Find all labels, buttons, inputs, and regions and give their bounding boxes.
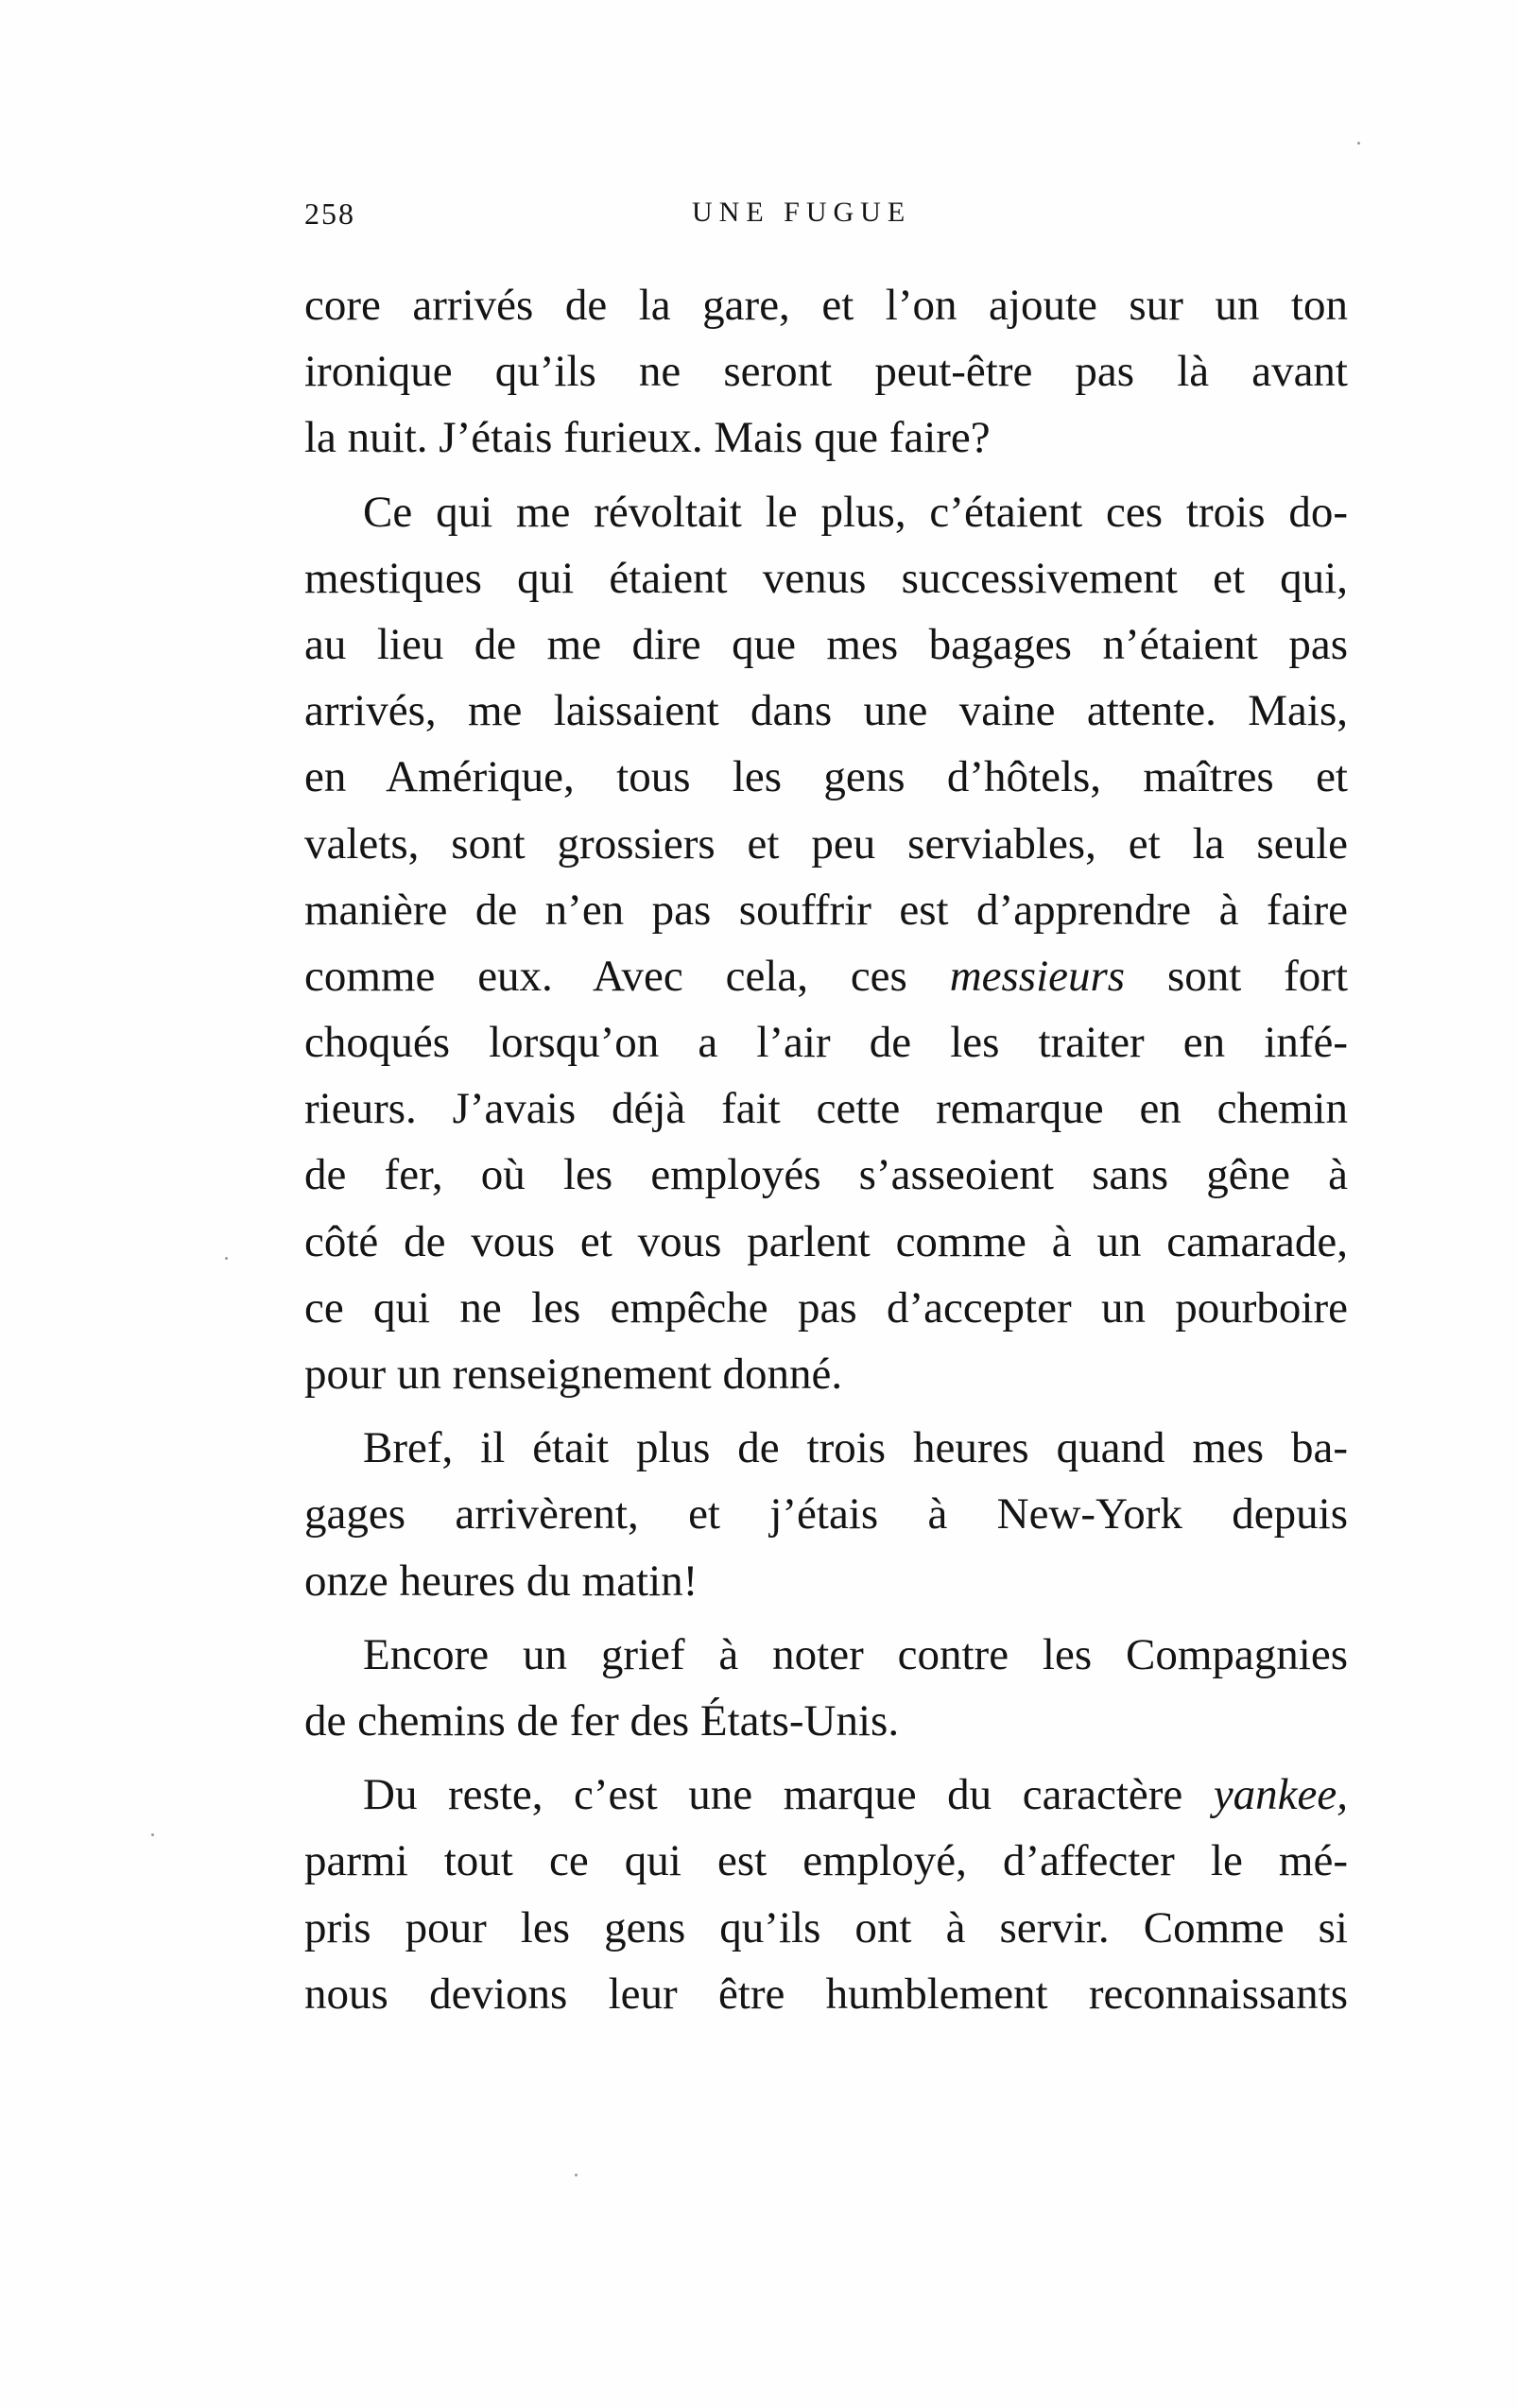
- text-line: parmi tout ce qui est employé, d’affecter le mé-: [304, 1836, 1348, 1886]
- text-line: pour un renseignement donné.: [304, 1350, 843, 1399]
- text-line: en Amérique, tous les gens d’hôtels, maîtres et: [304, 752, 1348, 802]
- italic-word: messieurs: [949, 951, 1126, 1001]
- text-line: manière de n’en pas souffrir est d’apprendre à faire: [304, 885, 1348, 935]
- text-line: ironique qu’ils ne seront peut-être pas là avant: [304, 347, 1348, 397]
- text-line-with-italic: [304, 1762, 1348, 1828]
- text-line: pris pour les gens qu’ils ont à servir. Comme si: [304, 1902, 1348, 1952]
- scan-speck: [1357, 142, 1360, 145]
- text-line: côté de vous et vous parlent comme à un camarade,: [304, 1216, 1348, 1266]
- text-segment: comme eux. Avec cela, ces: [304, 951, 907, 1001]
- text-line: Ce qui me révoltait le plus, c’étaient ces trois do-: [363, 487, 1348, 537]
- text-line: core arrivés de la gare, et l’on ajoute sur un ton: [304, 281, 1348, 330]
- text-segment: Du reste, c’est une marque du caractère: [363, 1770, 1183, 1820]
- text-line: Encore un grief à noter contre les Compagnies: [363, 1629, 1348, 1679]
- paragraph: [304, 1415, 1348, 1614]
- text-line: de chemins de fer des États-Unis.: [304, 1695, 900, 1746]
- text-line-with-italic: [304, 943, 1348, 1009]
- text-line: ce qui ne les empêche pas d’accepter un pourboire: [304, 1282, 1348, 1333]
- paragraph: [304, 479, 1348, 1408]
- paragraph-continuation: [304, 272, 1348, 472]
- text-line: gages arrivèrent, et j’étais à New-York depuis: [304, 1489, 1348, 1539]
- text-line: arrivés, me laissaient dans une vaine attente. Mais,: [304, 686, 1348, 736]
- scan-speck: [575, 2174, 578, 2176]
- page-header: [304, 189, 1344, 246]
- page-number: 258: [304, 197, 355, 231]
- paragraph: [304, 1762, 1348, 2027]
- text-line: Bref, il était plus de trois heures quand mes ba-: [363, 1423, 1348, 1473]
- text-line: mestiques qui étaient venus successivement et qui,: [304, 553, 1348, 603]
- text-line: rieurs. J’avais déjà fait cette remarque en chemin: [304, 1084, 1348, 1134]
- paragraph: [304, 1622, 1348, 1754]
- text-line: la nuit. J’étais furieux. Mais que faire?: [304, 413, 991, 463]
- body-text: [304, 272, 1348, 2027]
- text-line: de fer, où les employés s’asseoient sans gêne à: [304, 1150, 1348, 1200]
- text-line: nous devions leur être humblement reconnaissants: [304, 1969, 1348, 2019]
- running-title: UNE FUGUE: [692, 197, 912, 228]
- text-line: valets, sont grossiers et peu serviables, et la seule: [304, 818, 1348, 869]
- text-line: choqués lorsqu’on a l’air de les traiter en infé-: [304, 1018, 1348, 1068]
- text-line: onze heures du matin!: [304, 1556, 699, 1606]
- text-segment: sont fort: [1166, 951, 1349, 1001]
- text-line: au lieu de me dire que mes bagages n’étaient pas: [304, 619, 1348, 669]
- scan-speck: [151, 1833, 154, 1836]
- scan-speck: [225, 1257, 228, 1260]
- italic-word: yankee,: [1213, 1770, 1349, 1820]
